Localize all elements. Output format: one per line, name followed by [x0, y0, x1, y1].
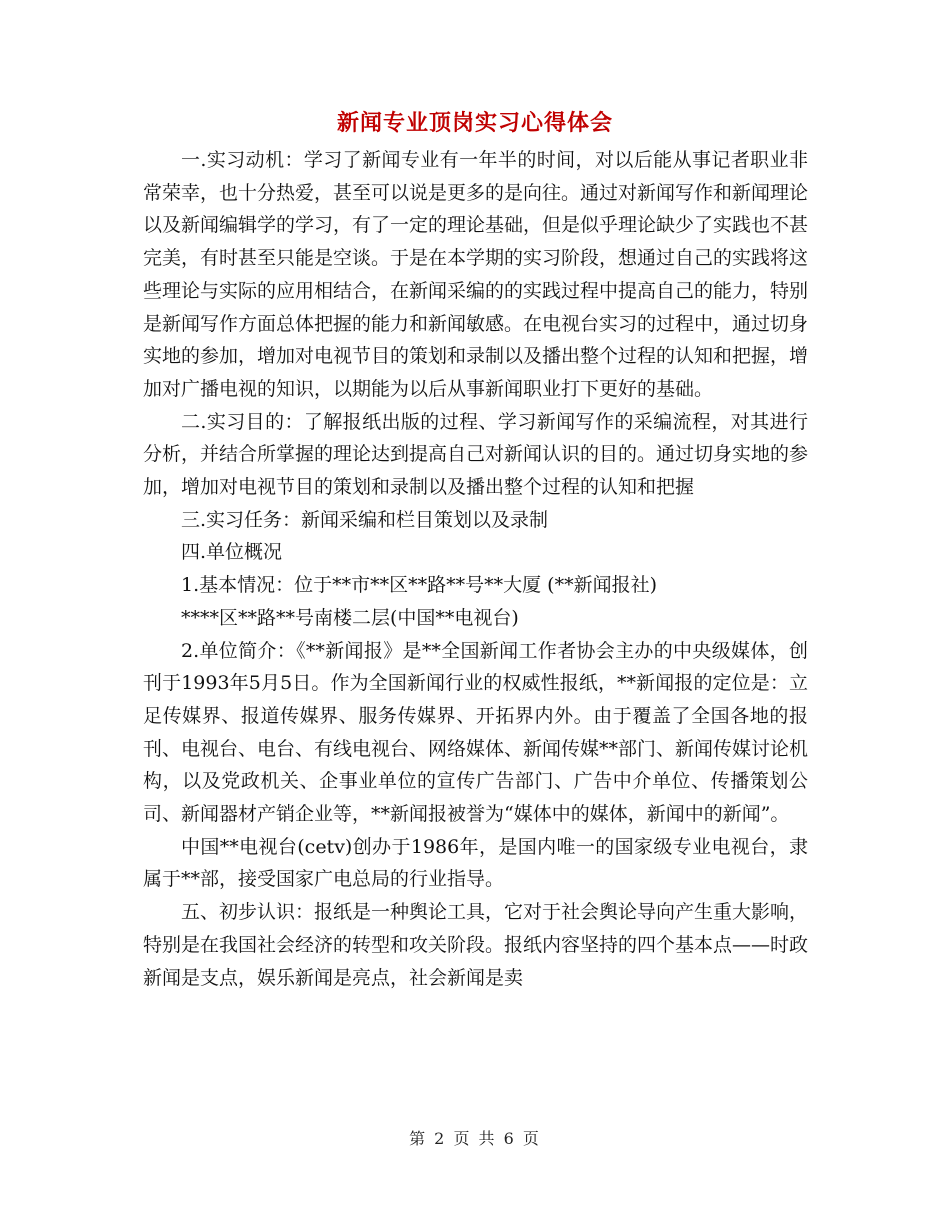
paragraph-unit-overview-heading: 四.单位概况 — [181, 541, 283, 564]
document-body — [143, 144, 808, 994]
paragraph-initial-understanding: 五、初步认识：报纸是一种舆论工具，它对于社会舆论导向产生重大影响，特别是在我国社会经济的转型和攻关阶段。报纸内容坚持的四个基本点——时政新闻是支点，娱乐新闻是亮点，社会新闻是卖 — [143, 901, 809, 989]
paragraph-task: 三.实习任务：新闻采编和栏目策划以及录制 — [181, 508, 549, 531]
paragraph-unit-intro: 2.单位简介：《**新闻报》是**全国新闻工作者协会主办的中央级媒体，创刊于1993年5月5日。作为全国新闻行业的权威性报纸，**新闻报的定位是：立足传媒界、报道传媒界、服务传媒界、开拓界内外。由于覆盖了全国各地的报刊、电视台、电台、有线电视台、网络媒体、新闻传媒**部门、新闻传媒讨论机构，以及党政机关、企事业单位的宣传广告部门、广告中介单位、传播策划公司、新闻器材产销企业等，**新闻报被誉为“媒体中的媒体，新闻中的新闻”。 — [143, 639, 809, 826]
paragraph-basic-info: 1.基本情况：位于**市**区**路**号**大厦 (**新闻报社) — [181, 574, 657, 597]
paragraph-cetv-intro: 中国**电视台(cetv)创办于1986年，是国内唯一的国家级专业电视台，隶属于**部，接受国家广电总局的行业指导。 — [143, 835, 808, 891]
page-number-footer: 第 2 页 共 6 页 — [409, 1129, 541, 1148]
paragraph-motivation: 一.实习动机：学习了新闻专业有一年半的时间，对以后能从事记者职业非常荣幸，也十分热爱，甚至可以说是更多的是向往。通过对新闻写作和新闻理论以及新闻编辑学的学习，有了一定的理论基础，但是似乎理论缺少了实践也不甚完美，有时甚至只能是空谈。于是在本学期的实习阶段，想通过自己的实践将这些理论与实际的应用相结合，在新闻采编的的实践过程中提高自己的能力，特别是新闻写作方面总体把握的能力和新闻敏感。在电视台实习的过程中，通过切身实地的参加，增加对电视节目的策划和录制以及播出整个过程的认知和把握，增加对广播电视的知识，以期能为以后从事新闻职业打下更好的基础。 — [143, 149, 809, 400]
paragraph-purpose: 二.实习目的：了解报纸出版的过程、学习新闻写作的采编流程，对其进行分析，并结合所掌握的理论达到提高自己对新闻认识的目的。通过切身实地的参加，增加对电视节目的策划和录制以及播出整个过程的认知和把握 — [143, 410, 809, 499]
paragraph-basic-info-address: ****区**路**号南楼二层(中国**电视台) — [181, 606, 519, 629]
document-title: 新闻专业顶岗实习心得体会 — [336, 111, 613, 136]
